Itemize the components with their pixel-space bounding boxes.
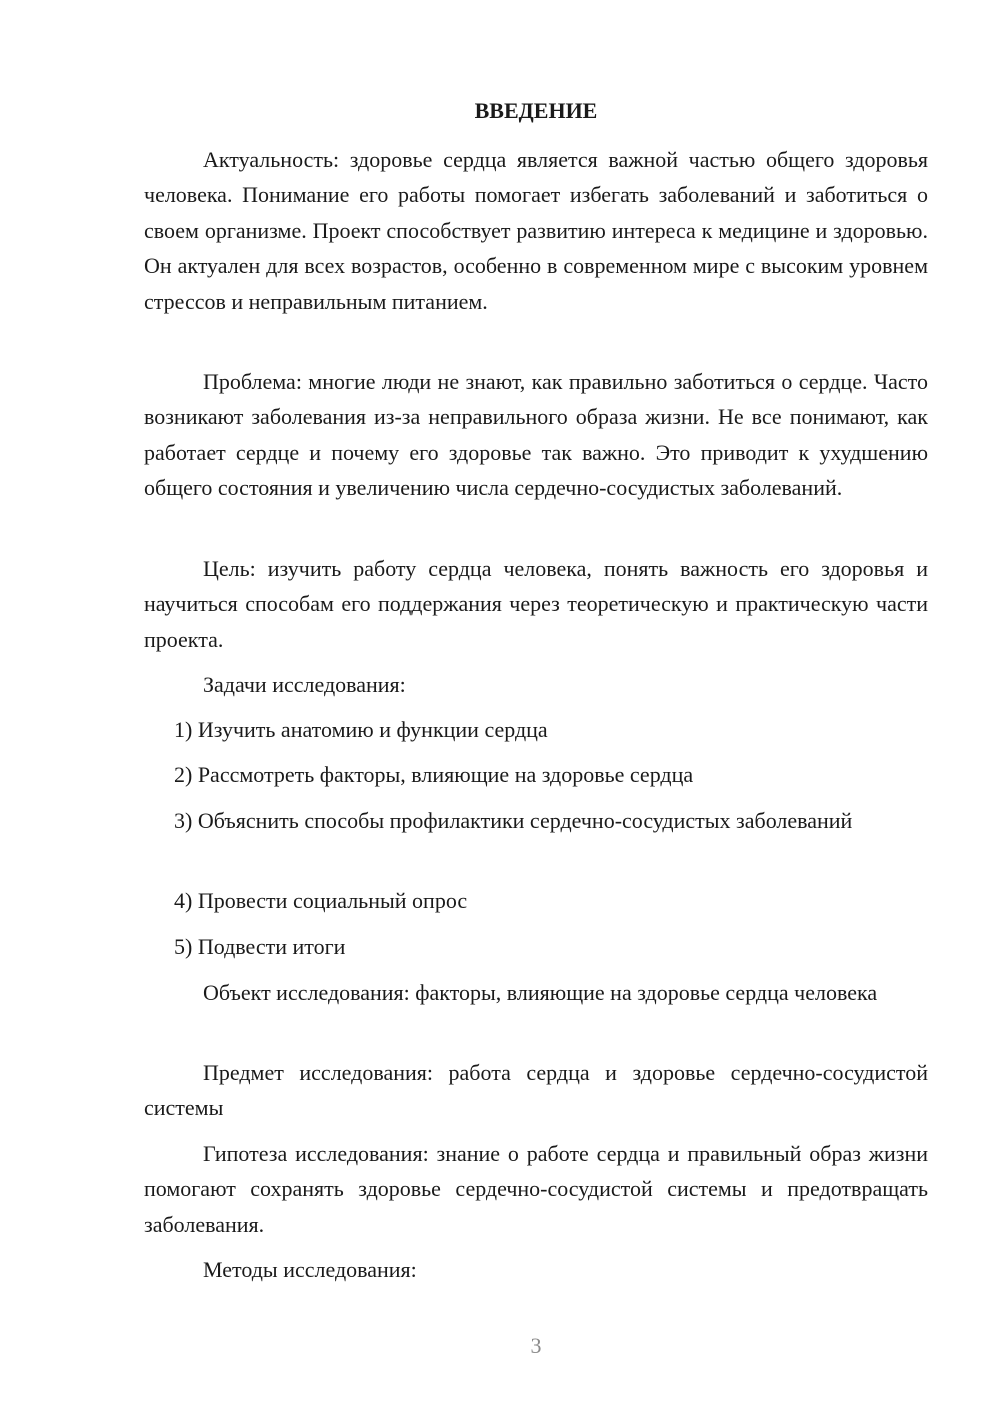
page-title: ВВЕДЕНИЕ (474, 98, 598, 123)
task-item-1: 1) Изучить анатомию и функции сердца (174, 717, 548, 742)
task-item-3: 3) Объяснить способы профилактики сердечно-сосудистых заболеваний (174, 808, 853, 833)
goal-paragraph: Цель: изучить работу сердца человека, понять важность его здоровья и научиться способам его поддержания через теоретическую и практическую части проекта. (144, 556, 928, 652)
problem-paragraph: Проблема: многие люди не знают, как правильно заботиться о сердце. Часто возникают заболевания из-за неправильного образа жизни. Не все понимают, как работает сердце и почему его здоровье так важно. Это приводит к ухудшению общего состояния и увеличению числа сердечно-сосудистых заболеваний. (144, 369, 928, 501)
page-number: 3 (530, 1333, 542, 1358)
tasks-heading: Задачи исследования: (203, 672, 406, 697)
object-paragraph: Объект исследования: факторы, влияющие на здоровье сердца человека (203, 980, 878, 1005)
subject-paragraph: Предмет исследования: работа сердца и здоровье сердечно-сосудистой системы (144, 1060, 928, 1121)
methods-heading: Методы исследования: (203, 1257, 417, 1282)
relevance-paragraph: Актуальность: здоровье сердца является важной частью общего здоровья человека. Понимание его работы помогает избегать заболеваний и заботиться о своем организме. Проект способствует развитию интереса к медицине и здоровью. Он актуален для всех возрастов, особенно в современном мире с высоким уровнем стрессов и неправильным питанием. (144, 147, 928, 314)
task-item-5: 5) Подвести итоги (174, 934, 346, 959)
task-item-2: 2) Рассмотреть факторы, влияющие на здоровье сердца (174, 762, 694, 787)
hypothesis-paragraph: Гипотеза исследования: знание о работе сердца и правильный образ жизни помогают сохранять здоровье сердечно-сосудистой системы и предотвращать заболевания. (144, 1141, 928, 1237)
task-item-4: 4) Провести социальный опрос (174, 888, 468, 913)
